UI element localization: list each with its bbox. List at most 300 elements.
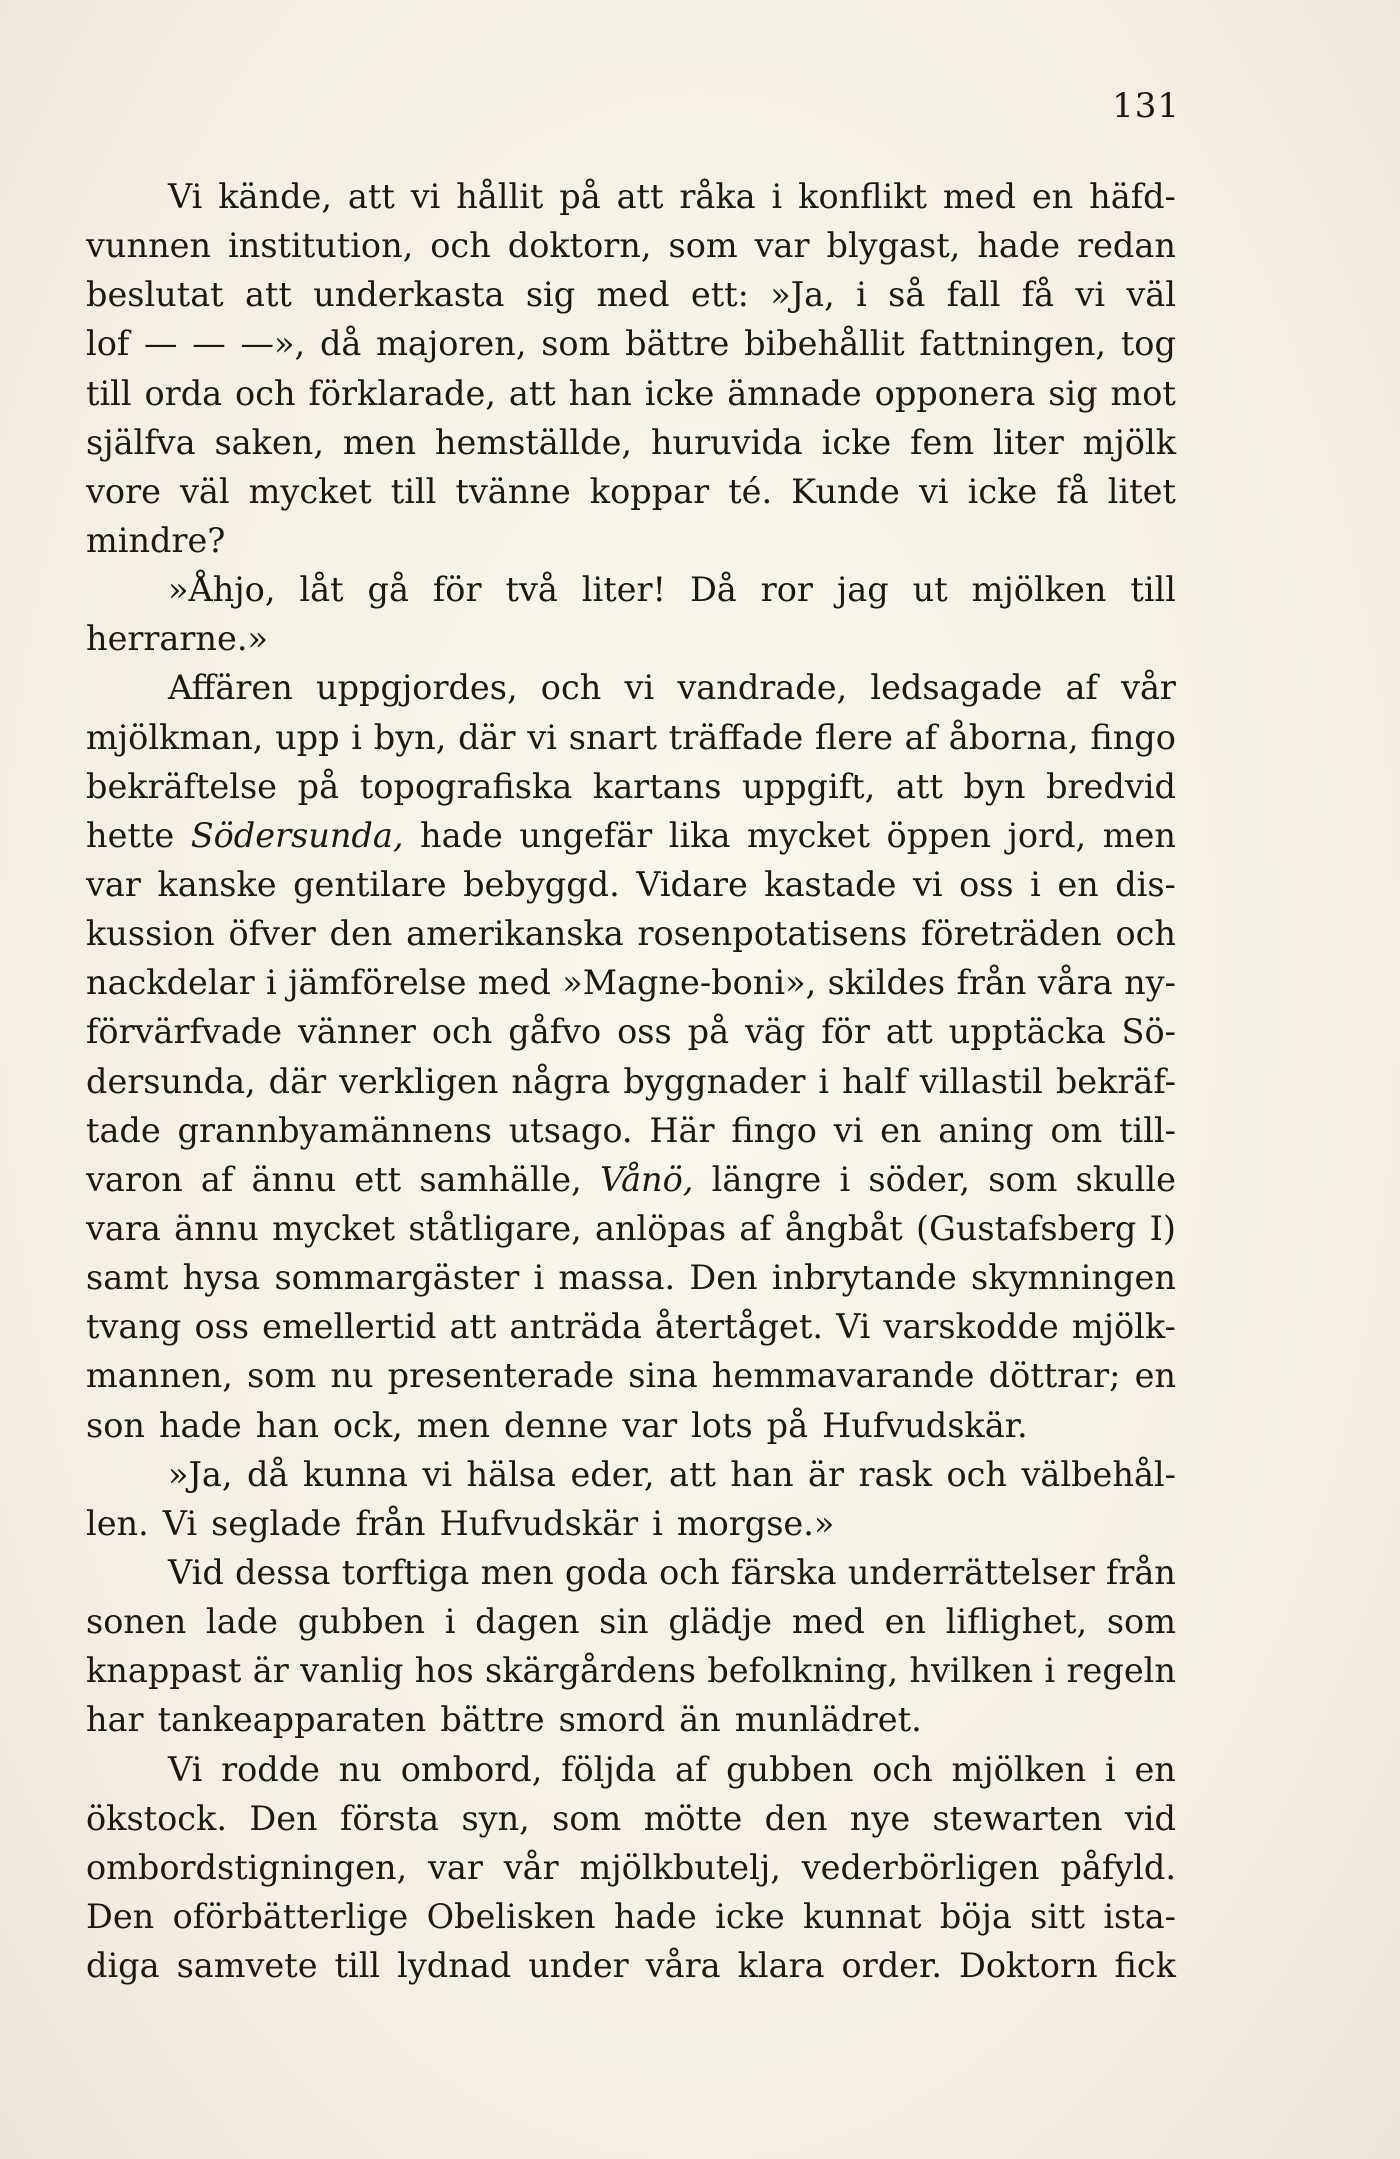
word: en [1031,177,1074,216]
word: den [329,914,393,954]
word: saken, [214,422,324,462]
word: stewarten [932,1798,1103,1838]
word: våra [645,1946,721,1986]
text-line [86,1106,1176,1155]
word: och [540,668,602,708]
word: ock, [332,1405,403,1445]
word: väl [1126,275,1176,315]
word: öppen [886,815,992,855]
word: — [144,324,178,364]
word: hvilken [909,1651,1034,1691]
word: ut [912,570,948,610]
text-line [86,958,1176,1007]
word: en [884,1602,926,1642]
word: mycket [272,1208,396,1248]
body-text [86,172,1176,1990]
word: grannbyamännens [177,1110,492,1150]
text-line [86,663,1176,712]
word: kände, [218,177,332,216]
word: presenterade [387,1356,615,1396]
word: vandrade, [677,668,848,708]
word: af [674,1749,708,1789]
word: snart [568,717,657,757]
word: på [766,1405,809,1445]
word: ett: [690,275,749,315]
word: (Gustafsberg [916,1208,1137,1248]
word: hemställde, [434,422,633,462]
word: kanske [157,864,277,904]
text-line [86,1155,1176,1204]
word: vanlig [300,1651,404,1691]
word: ännu [174,1208,259,1248]
word: tade [86,1110,161,1150]
word: mjölken [971,570,1107,610]
word: mötte [643,1798,743,1838]
word: samt [86,1258,169,1298]
word: nu [338,1749,382,1789]
word: majoren, [376,324,527,364]
word: tankeapparaten [157,1700,427,1740]
word: vi [422,1454,453,1494]
word: lydnad [397,1946,512,1986]
word: rask [858,1454,932,1494]
text-line [86,1302,1176,1351]
word: fattningen, [919,324,1107,364]
text-line [86,1646,1176,1695]
word: ökstock. [86,1798,228,1838]
word: kunna [302,1454,408,1494]
word: torftiga [341,1552,470,1592]
word: under [528,1946,629,1986]
word: Vi [168,1749,203,1789]
text-line [86,1597,1176,1646]
word: opponera [874,373,1036,413]
word: »Magne-boni», [562,963,817,1003]
word: Hufvudskär. [822,1405,1028,1445]
word: té. [728,471,773,511]
word: underkasta [313,275,505,315]
word: rodde [221,1749,320,1789]
word: nye [849,1798,911,1838]
word: två [505,570,558,610]
word: goda [564,1552,648,1592]
word: »Åhjo, [168,570,276,610]
word: icke [821,422,892,462]
word: koppar [589,471,710,511]
word: vi [918,471,949,511]
text-line [86,614,1176,663]
word: son [86,1405,145,1445]
word: — [192,324,226,364]
word: icke [967,471,1038,511]
word: förklarade, [308,373,496,413]
word: på [687,1012,730,1052]
word: vi [833,1110,864,1150]
word: inbrytande [771,1258,957,1298]
word: Södersunda, [190,815,404,855]
word: liter! [581,570,666,610]
word: en [1134,1749,1176,1789]
word: var [86,864,141,904]
text-line [86,1745,1176,1794]
word: fem [910,422,975,462]
text-line [86,565,1176,614]
word: som [1106,1602,1176,1642]
word: samvete [176,1946,318,1986]
word: utsago. [508,1110,633,1150]
word: liflighet, [945,1602,1088,1642]
word: dis- [1115,864,1176,904]
word: gentilare [293,864,447,904]
text-line [86,467,1176,516]
word: villastil [919,1061,1043,1101]
word: väl [179,471,230,511]
word: doktorn, [507,226,652,266]
word: mjölken [951,1749,1087,1789]
word: liter [993,422,1064,462]
text-line [86,713,1176,762]
word: på [297,766,340,806]
word: mjölk- [1071,1307,1176,1347]
word: i [266,963,277,1003]
text-line [86,1941,1176,1990]
word: litet [1107,471,1176,511]
word: själfva [86,422,196,462]
word: vänner [298,1012,416,1052]
word: mot [1110,373,1176,413]
word: vara [86,1208,161,1248]
word: fingo [731,1110,817,1150]
word: gåfvo [508,1012,602,1052]
word: len. [86,1503,149,1543]
word: uppgift, [742,766,876,806]
word: gå [367,570,409,610]
word: orda [144,373,223,413]
word: fick [1114,1946,1176,1986]
word: tog [1120,324,1176,364]
word: om [1050,1110,1103,1150]
word: oss [959,864,1014,904]
word: bättre [440,1700,545,1740]
word: men [342,422,417,462]
word: några [511,1061,611,1101]
word: ståtligare, [408,1208,582,1248]
word: i [818,1061,830,1101]
word: och [659,1552,720,1592]
word: Doktorn [958,1946,1098,1986]
page-number: 131 [1112,86,1180,126]
word: första [339,1798,440,1838]
word: verkligen [339,1061,499,1101]
word: mycket [248,471,372,511]
word: döttrar; [988,1356,1121,1396]
word: ombordstigningen, [86,1847,408,1887]
word: från [355,1503,426,1543]
word: på [559,177,601,216]
text-line [86,811,1176,860]
word: smord [558,1700,666,1740]
word: få [1056,471,1089,511]
word: i [533,1258,545,1298]
word: mjölkbutelj, [579,1847,781,1887]
word: eder, [570,1454,655,1494]
word: sin [599,1602,649,1642]
word: sig [1048,373,1098,413]
word: morgse.» [676,1503,835,1543]
word: böja [939,1896,1012,1936]
word: än [679,1700,721,1740]
word: färska [730,1552,837,1592]
word: vore [86,471,161,511]
word: som [988,1159,1058,1199]
word: öfver [228,914,316,954]
word: att [449,1307,497,1347]
word: redan [1077,226,1176,266]
word: Den [689,1258,758,1298]
word: och [946,1454,1007,1494]
word: i [351,717,362,757]
text-line [86,909,1176,958]
word: en [880,1110,922,1150]
word: Vi [836,1307,871,1347]
word: bekräf- [1055,1061,1176,1101]
word: är [252,1651,289,1691]
word: till [1130,570,1176,610]
word: regeln [1066,1651,1176,1691]
word: mycket [746,815,871,855]
word: gubben [297,1602,426,1642]
word: med [942,177,1016,216]
word: med [596,275,670,315]
word: väg [745,1012,806,1052]
word: jag [836,570,889,610]
word: oss [617,1012,672,1052]
word: ny- [1124,963,1176,1003]
word: hos [414,1651,474,1691]
word: af [200,1159,234,1199]
word: sig [525,275,576,315]
word: där [268,1061,327,1101]
word: kunnat [803,1896,922,1936]
word: Vidare [636,864,748,904]
word: ista- [1103,1896,1176,1936]
word: oss [194,1307,250,1347]
word: med [477,963,551,1003]
word: Den [86,1896,155,1936]
word: lof [86,324,130,364]
word: få [1021,275,1055,315]
word: sommargäster [274,1258,520,1298]
word: bättre [625,324,730,364]
text-line [86,221,1176,270]
word: följda [561,1749,657,1789]
word: lots [691,1405,753,1445]
word: vår [503,1847,559,1887]
word: Vi [168,177,203,216]
word: vi [912,864,943,904]
word: med [791,1602,865,1642]
text-line [86,1057,1176,1106]
word: var [428,1847,483,1887]
word: Sö- [1121,1012,1176,1052]
word: var [754,226,810,266]
word: icke [715,1896,785,1936]
word: är [808,1454,845,1494]
word: herrarne.» [86,619,268,659]
word: amerikanska [406,914,624,954]
word: »Ja, [770,275,835,315]
word: skulle [1075,1159,1176,1199]
text-line [86,418,1176,467]
word: och [1115,914,1176,954]
text-line [86,1794,1176,1843]
word: varskodde [883,1307,1059,1347]
word: diga [86,1946,160,1986]
word: återtåget. [654,1307,823,1347]
word: i [856,275,867,315]
word: gubben [726,1749,854,1789]
word: lika [668,815,731,855]
word: där [458,717,516,757]
word: i [1030,864,1041,904]
word: för [821,1012,870,1052]
word: ångbåt [784,1208,903,1248]
word: vederbörligen [801,1847,1040,1887]
word: söder, [868,1159,970,1199]
word: och [431,1012,493,1052]
word: men [416,1405,490,1445]
word: mindre? [86,520,226,560]
word: att [616,177,664,216]
word: oförbätterlige [172,1896,409,1936]
word: Hufvudskär [439,1503,639,1543]
word: ett [354,1159,402,1199]
text-line [86,1450,1176,1499]
word: en [1134,1356,1176,1396]
word: huruvida [650,422,803,462]
word: hälsa [466,1454,556,1494]
word: konflikt [798,177,928,216]
word: den [764,1798,828,1838]
word: denne [503,1405,609,1445]
word: var [622,1405,678,1445]
word: Den [249,1798,318,1838]
word: dagen [475,1602,580,1642]
word: varon [86,1159,183,1199]
word: vid [1124,1798,1176,1838]
word: till [86,373,132,413]
text-line [86,1892,1176,1941]
word: aning [938,1110,1034,1150]
word: och [430,226,491,266]
word: Kunde [791,471,900,511]
text-line [86,1204,1176,1253]
word: samhälle, [419,1159,582,1199]
word: då [319,324,362,364]
word: vunnen [86,226,212,266]
word: tvang [86,1307,182,1347]
word: hade [613,1896,697,1936]
word: till [390,471,437,511]
text-line [86,860,1176,909]
word: han [568,373,632,413]
word: att [669,1454,716,1494]
word: beslutat [86,275,224,315]
word: till [334,1946,381,1986]
word: Vånö, [599,1159,694,1199]
text-line [86,1401,1176,1450]
word: Obelisken [426,1896,596,1936]
word: syn, [461,1798,530,1838]
word: bredvid [1046,766,1176,806]
word: mannen, [86,1356,233,1396]
word: att [347,177,395,216]
word: ungefär [519,815,653,855]
word: våra [1037,963,1113,1003]
text-line [86,1253,1176,1302]
word: för [432,570,482,610]
text-line [86,369,1176,418]
word: af [1065,668,1098,708]
word: råka [679,177,756,216]
word: som [247,1356,317,1396]
word: bebyggd. [463,864,620,904]
word: af [904,717,938,757]
word: att [244,275,292,315]
text-line [86,172,1176,221]
word: flere [814,717,893,757]
word: skärgårdens [485,1651,696,1691]
word: bibehållit [744,324,905,364]
word: vi [624,668,655,708]
word: men [480,1552,554,1592]
word: kussion [86,914,215,954]
word: topografiska [359,766,573,806]
word: ämnade [727,373,862,413]
word: företräden [921,914,1102,954]
word: i [1044,1651,1056,1691]
word: som [552,1798,622,1838]
word: vi [527,717,557,757]
word: då [247,1454,289,1494]
word: order. [841,1946,942,1986]
word: dersunda, [86,1061,256,1101]
word: hade [977,226,1061,266]
word: munlädret. [734,1700,922,1740]
word: skildes [827,963,946,1003]
word: som [541,324,611,364]
word: och [872,1749,933,1789]
word: »Ja, [168,1454,233,1494]
word: men [1102,815,1176,855]
word: uppgjordes, [316,668,518,708]
word: byn [963,766,1026,806]
word: institution, [228,226,414,266]
word: kartans [592,766,722,806]
word: Vid [168,1552,224,1592]
word: låt [299,570,344,610]
word: mjölk [1082,422,1176,462]
text-line [86,762,1176,811]
word: hysa [182,1258,261,1298]
word: nu [330,1356,374,1396]
text-line [86,319,1176,368]
word: kastade [764,864,897,904]
word: jord, [1007,815,1087,855]
word: från [956,963,1027,1003]
text-line [86,1007,1176,1056]
text-line [86,1695,1176,1744]
